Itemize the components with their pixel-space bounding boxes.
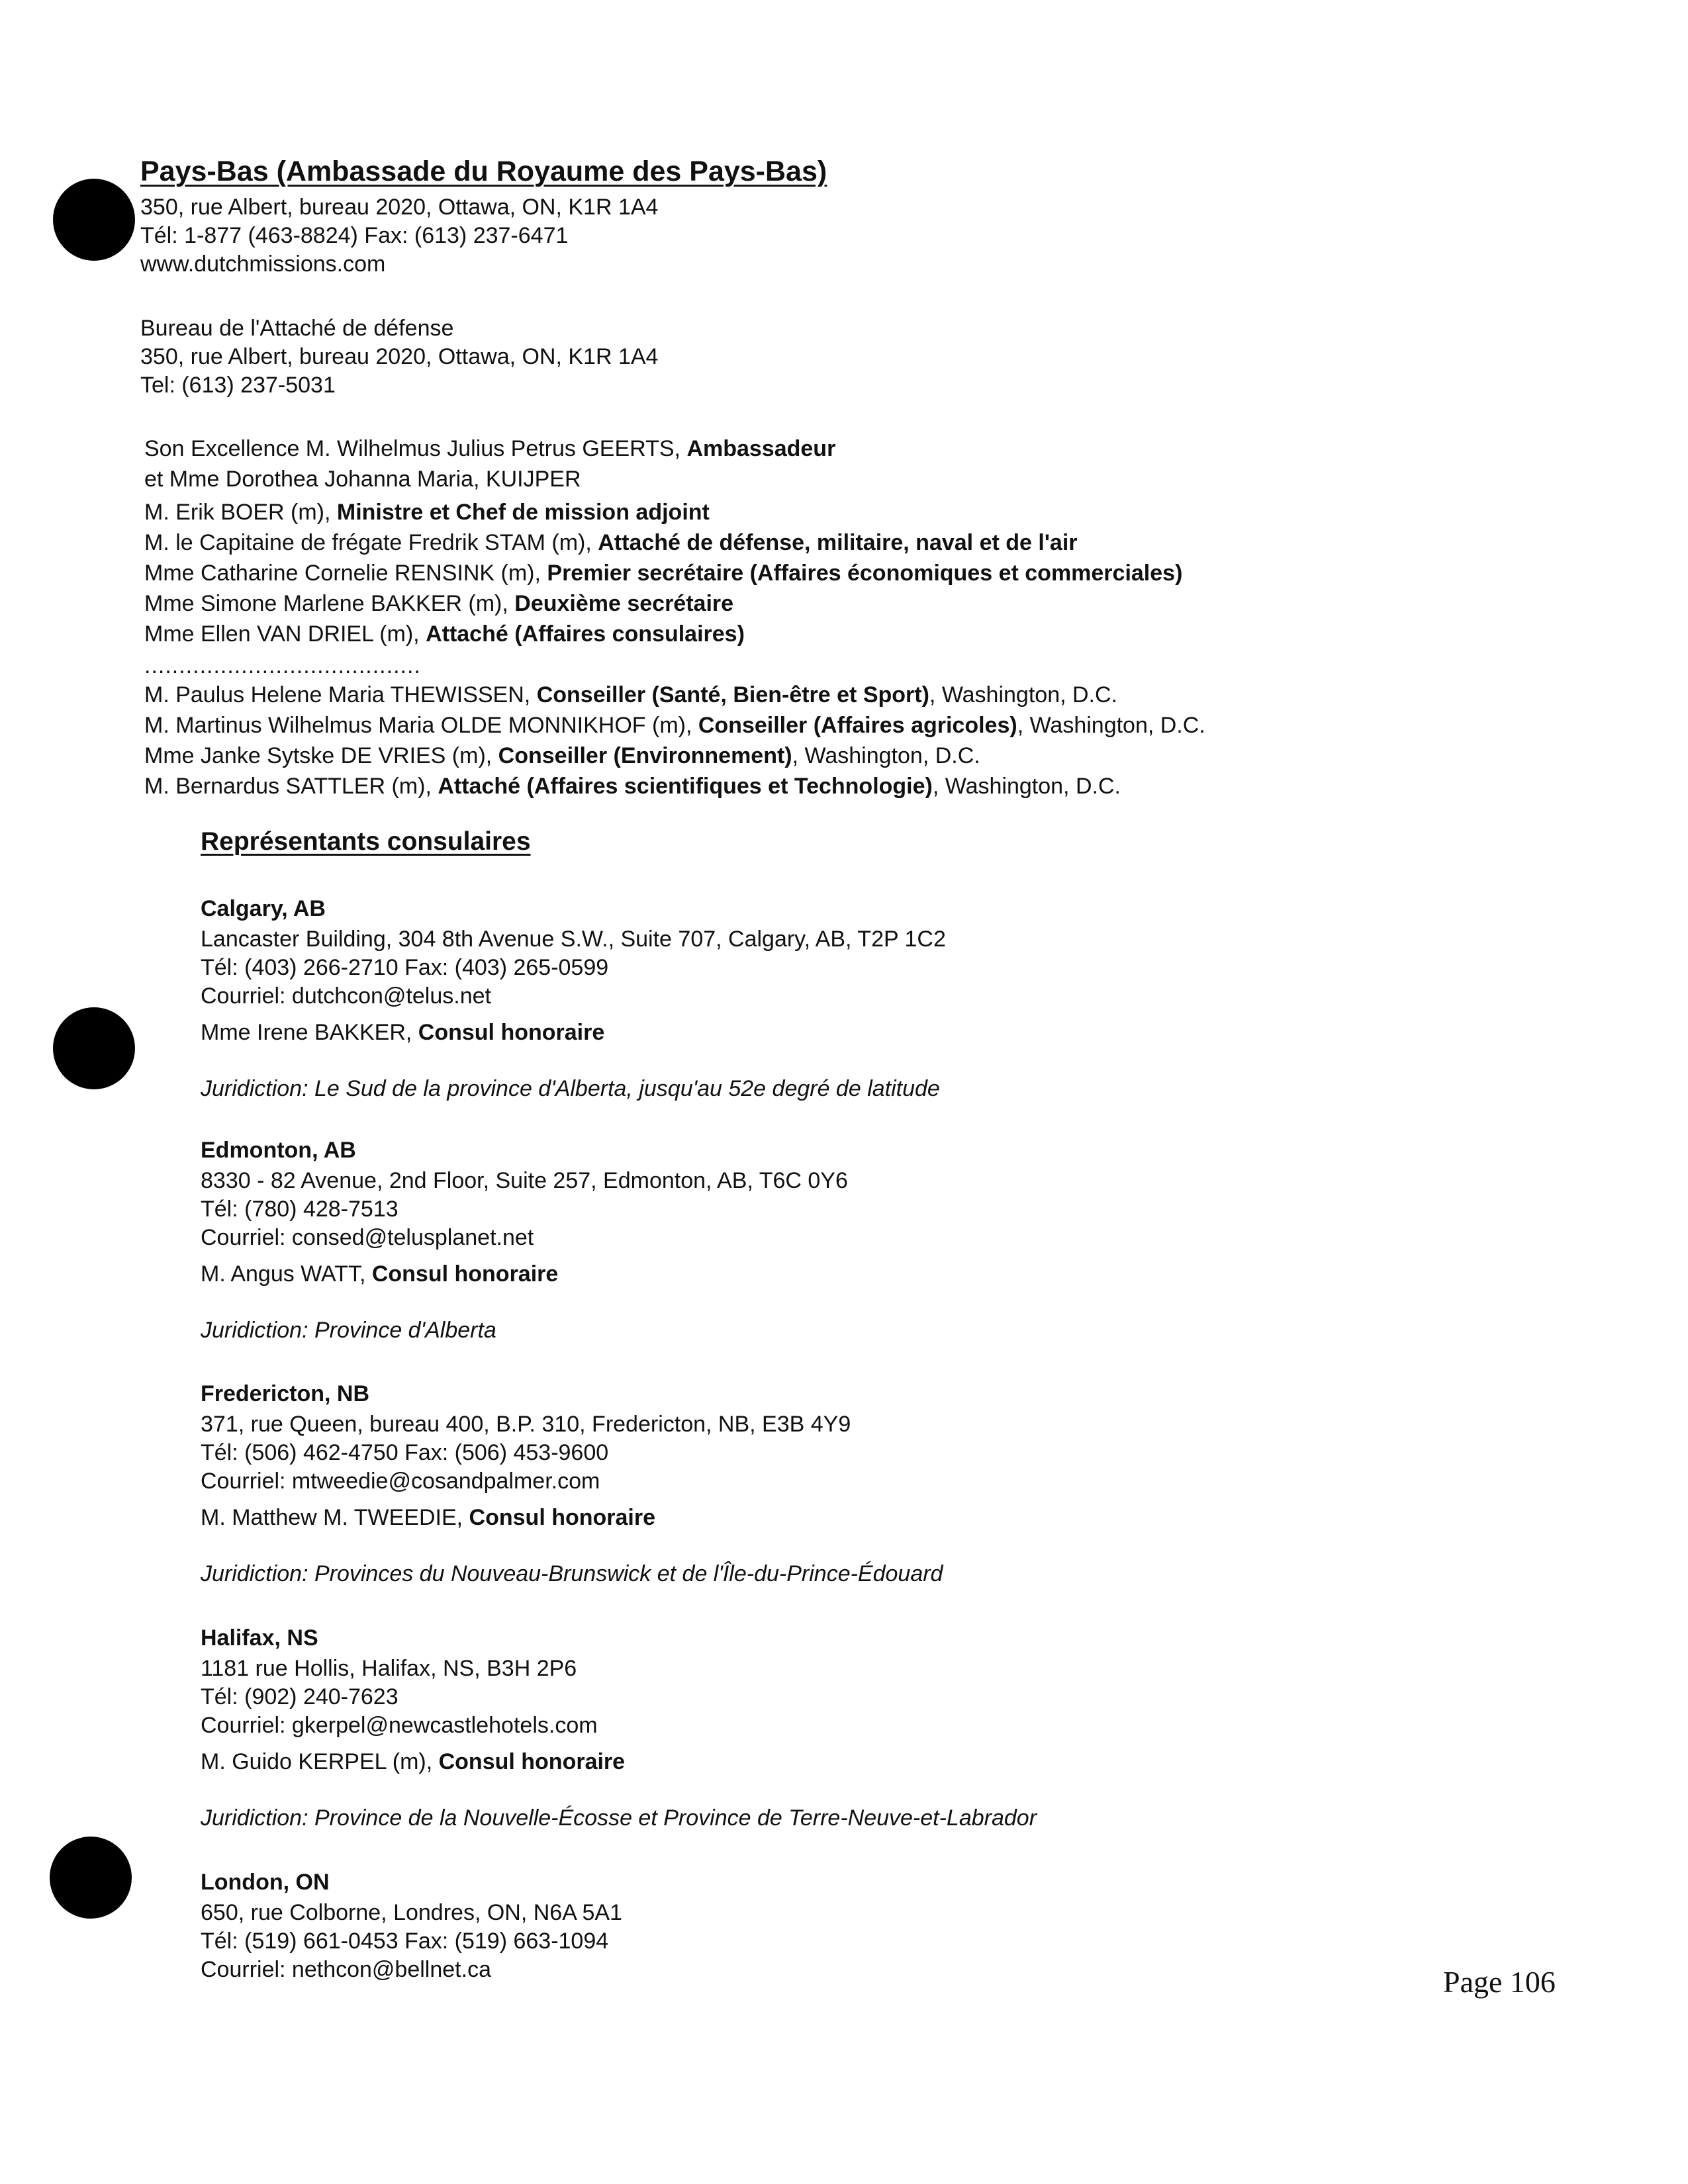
consulate-edmonton bbox=[201, 1136, 848, 1345]
consulate-jurisdiction: Juridiction: Le Sud de la province d'Alberta, jusqu'au 52e degré de latitude bbox=[201, 1076, 940, 1101]
consulate-address: 8330 - 82 Avenue, 2nd Floor, Suite 257, Edmonton, AB, T6C 0Y6 bbox=[201, 1168, 848, 1193]
separator-dots: ........................................ bbox=[144, 653, 421, 678]
consulate-address: Lancaster Building, 304 8th Avenue S.W., Suite 707, Calgary, AB, T2P 1C2 bbox=[201, 927, 946, 952]
defence-office bbox=[140, 314, 658, 400]
consul-person: M. Guido KERPEL (m), Consul honoraire bbox=[201, 1749, 626, 1774]
consular-heading: Représentants consulaires bbox=[201, 827, 531, 856]
consulate-city: Fredericton, NB bbox=[201, 1381, 370, 1406]
consulate-city: Calgary, AB bbox=[201, 896, 326, 921]
consulate-phone: Tél: (902) 240-7623 bbox=[201, 1684, 399, 1709]
consulate-email: Courriel: nethcon@bellnet.ca bbox=[201, 1957, 491, 1982]
defence-office-name: Bureau de l'Attaché de défense bbox=[140, 316, 454, 341]
staff-list bbox=[144, 433, 1205, 801]
washington-staff-entry: Mme Janke Sytske DE VRIES (m), Conseiller (Environnement), Washington, D.C. bbox=[144, 743, 980, 768]
consul-person: M. Matthew M. TWEEDIE, Consul honoraire bbox=[201, 1505, 656, 1530]
washington-staff-entry: M. Martinus Wilhelmus Maria OLDE MONNIKHOF (m), Conseiller (Affaires agricoles), Washington, D.C. bbox=[144, 713, 1205, 738]
consulate-london bbox=[201, 1868, 622, 1984]
consul-person: M. Angus WATT, Consul honoraire bbox=[201, 1261, 559, 1287]
consulate-address: 371, rue Queen, bureau 400, B.P. 310, Fredericton, NB, E3B 4Y9 bbox=[201, 1412, 851, 1437]
consulate-city: Halifax, NS bbox=[201, 1625, 318, 1651]
consul-person: Mme Irene BAKKER, Consul honoraire bbox=[201, 1020, 605, 1045]
consulate-email: Courriel: dutchcon@telus.net bbox=[201, 983, 491, 1009]
consulate-halifax bbox=[201, 1624, 1037, 1833]
defence-office-address: 350, rue Albert, bureau 2020, Ottawa, ON, K1R 1A4 bbox=[140, 344, 659, 369]
embassy-phone: Tél: 1-877 (463-8824) Fax: (613) 237-6471 bbox=[140, 223, 569, 248]
consulate-calgary bbox=[201, 895, 946, 1103]
consulate-email: Courriel: gkerpel@newcastlehotels.com bbox=[201, 1713, 598, 1738]
page-number: Page 106 bbox=[1443, 1965, 1556, 1999]
consulate-jurisdiction: Juridiction: Provinces du Nouveau-Brunswick et de l'Île-du-Prince-Édouard bbox=[201, 1561, 943, 1586]
consulate-city: London, ON bbox=[201, 1870, 330, 1895]
consulate-city: Edmonton, AB bbox=[201, 1138, 356, 1163]
staff-entry: Son Excellence M. Wilhelmus Julius Petrus GEERTS, Ambassadeur bbox=[144, 436, 836, 461]
consulate-email: Courriel: consed@telusplanet.net bbox=[201, 1225, 534, 1250]
binder-hole-bottom bbox=[50, 1837, 132, 1919]
consulate-phone: Tél: (780) 428-7513 bbox=[201, 1197, 399, 1222]
staff-entry: M. Erik BOER (m), Ministre et Chef de mission adjoint bbox=[144, 500, 710, 525]
staff-entry: Mme Catharine Cornelie RENSINK (m), Premier secrétaire (Affaires économiques et commerciales) bbox=[144, 561, 1183, 586]
binder-hole-middle bbox=[53, 1007, 135, 1089]
embassy-address: 350, rue Albert, bureau 2020, Ottawa, ON, K1R 1A4 bbox=[140, 195, 659, 220]
consulate-jurisdiction: Juridiction: Province d'Alberta bbox=[201, 1318, 496, 1343]
consulate-phone: Tél: (506) 462-4750 Fax: (506) 453-9600 bbox=[201, 1440, 609, 1465]
staff-entry: Mme Ellen VAN DRIEL (m), Attaché (Affaires consulaires) bbox=[144, 621, 745, 647]
washington-staff-entry: M. Paulus Helene Maria THEWISSEN, Conseiller (Santé, Bien-être et Sport), Washington, D.C. bbox=[144, 682, 1117, 707]
embassy-contact bbox=[140, 193, 658, 279]
consulate-jurisdiction: Juridiction: Province de la Nouvelle-Écosse et Province de Terre-Neuve-et-Labrador bbox=[201, 1805, 1037, 1831]
staff-entry: Mme Simone Marlene BAKKER (m), Deuxième secrétaire bbox=[144, 591, 734, 616]
consulate-fredericton bbox=[201, 1380, 943, 1588]
staff-entry: et Mme Dorothea Johanna Maria, KUIJPER bbox=[144, 467, 581, 492]
staff-entry: M. le Capitaine de frégate Fredrik STAM (m), Attaché de défense, militaire, naval et de l'air bbox=[144, 530, 1078, 555]
consulate-address: 650, rue Colborne, Londres, ON, N6A 5A1 bbox=[201, 1900, 622, 1925]
consulate-email: Courriel: mtweedie@cosandpalmer.com bbox=[201, 1469, 600, 1494]
consulate-phone: Tél: (403) 266-2710 Fax: (403) 265-0599 bbox=[201, 955, 609, 980]
consulate-phone: Tél: (519) 661-0453 Fax: (519) 663-1094 bbox=[201, 1929, 609, 1954]
binder-hole-top bbox=[53, 179, 135, 261]
consulate-address: 1181 rue Hollis, Halifax, NS, B3H 2P6 bbox=[201, 1656, 577, 1681]
embassy-website: www.dutchmissions.com bbox=[140, 251, 386, 277]
embassy-title: Pays-Bas (Ambassade du Royaume des Pays-Bas) bbox=[140, 156, 827, 187]
defence-office-phone: Tel: (613) 237-5031 bbox=[140, 373, 336, 398]
washington-staff-entry: M. Bernardus SATTLER (m), Attaché (Affaires scientifiques et Technologie), Washington, D.C. bbox=[144, 774, 1121, 799]
